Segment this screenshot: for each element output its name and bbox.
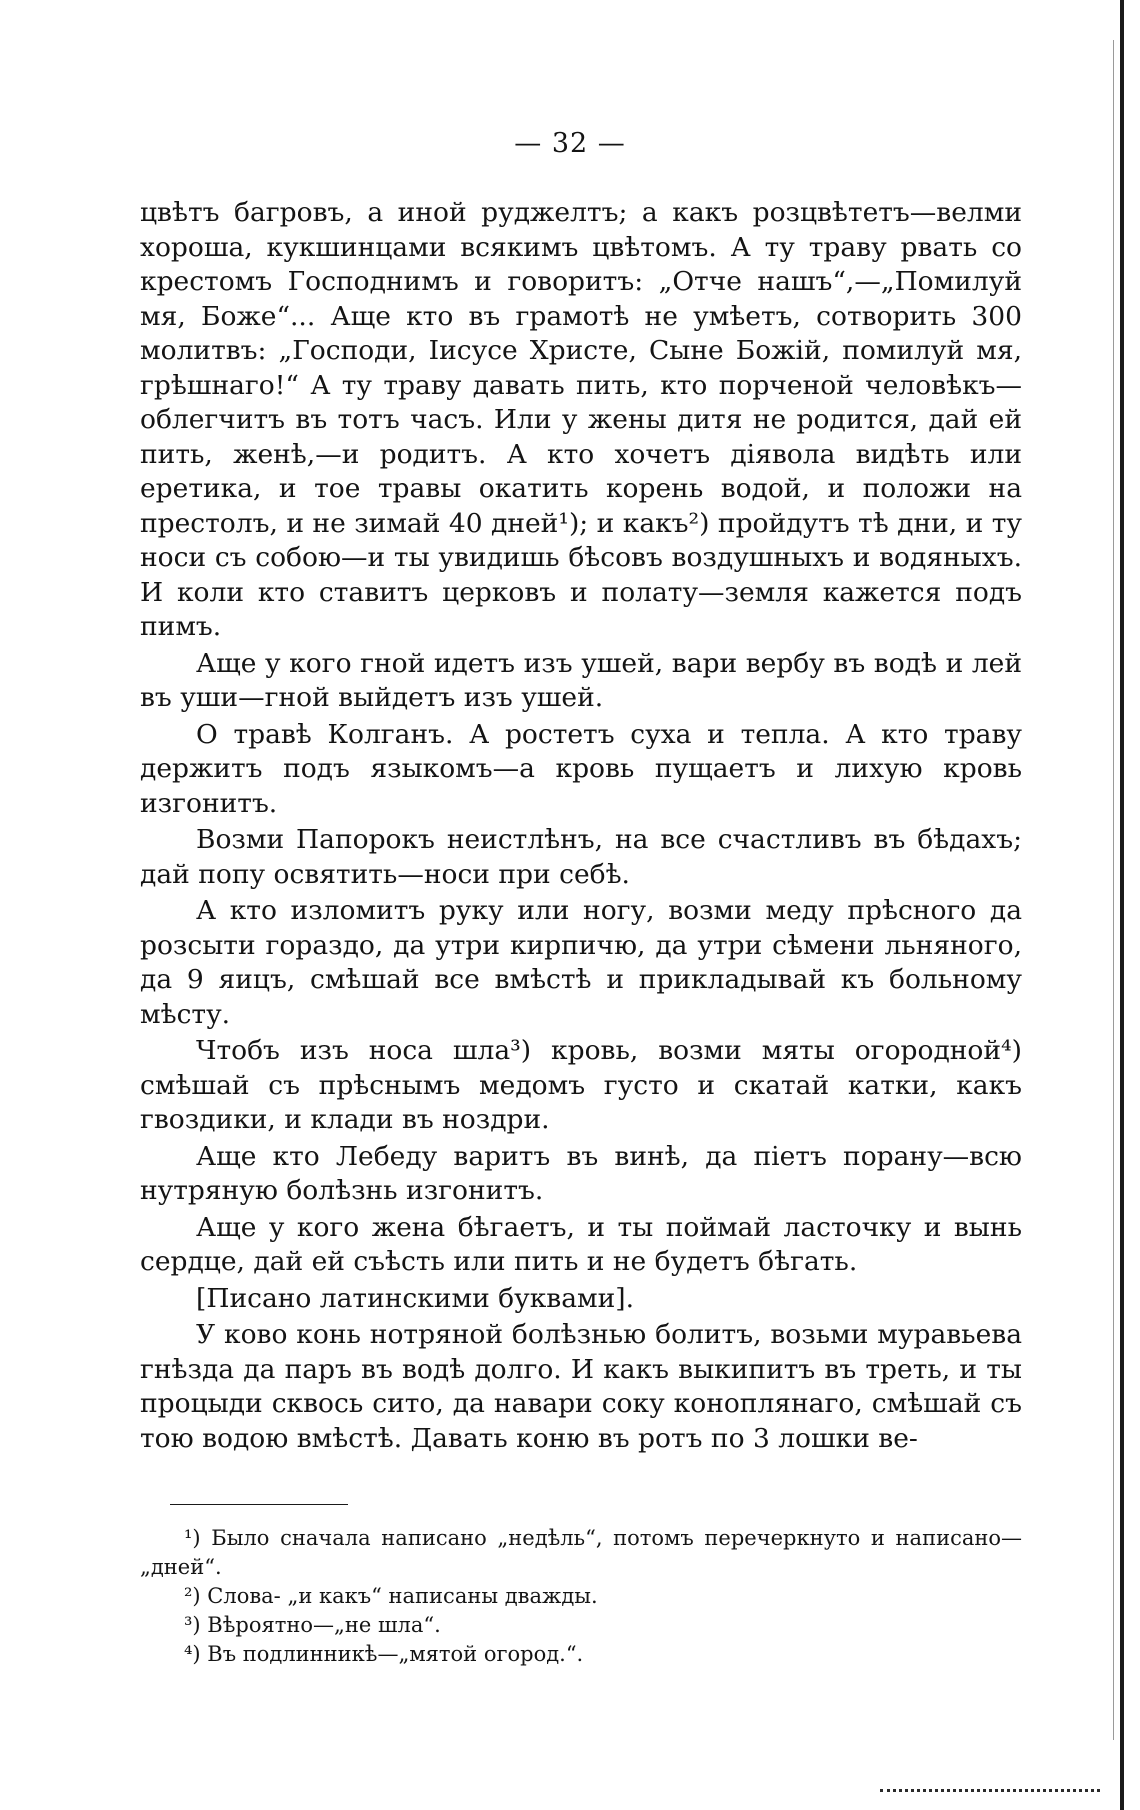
paragraph: Аще у кого жена бѣгаетъ, и ты поймай ласточку и вынь сердце, дай ей съѣсть или пить и не будетъ бѣгать. <box>140 1211 1022 1277</box>
page-number: — 32 — <box>514 128 626 159</box>
paragraph: У ково конь нотряной болѣзнью болитъ, возьми муравьева гнѣзда да паръ въ водѣ долго. И какъ выкипитъ въ треть, и ты процыди сквось сито, да навари соку коноплянаго, смѣшай съ тою водою вмѣстѣ. Давать коню въ ротъ по 3 лошки ве- <box>140 1319 1022 1454</box>
page-edge-border <box>1120 0 1124 1810</box>
paragraph: Аще у кого гной идетъ изъ ушей, вари вербу въ водѣ и лей въ уши—гной выйдетъ изъ ушей. <box>140 647 1022 713</box>
paragraph: Чтобъ изъ носа шла³) кровь, возми мяты огородной⁴) смѣшай съ прѣснымъ медомъ густо и скатай катки, какъ гвоздики, и клади въ ноздри. <box>140 1035 1022 1135</box>
footnote: ³) Вѣроятно—„не шла“. <box>184 1613 441 1637</box>
paragraph: Аще кто Лебеду варитъ въ винѣ, да піетъ порану—всю нутряную болѣзнь изгонитъ. <box>140 1140 1022 1206</box>
footnote: ¹) Было сначала написано „недѣль“, потомъ перечеркнуто и написано— „дней“. <box>140 1526 1022 1579</box>
footnotes <box>140 1524 1022 1669</box>
paragraph: цвѣтъ багровъ, а иной руджелтъ; а какъ розцвѣтетъ—велми хороша, кукшинцами всякимъ цвѣтомъ. А ту траву рвать со крестомъ Господнимъ и говоритъ: „Отче нашъ“,—„Помилуй мя, Боже“... Аще кто въ грамотѣ не умѣетъ, сотворить 300 молитвъ: „Господи, Іисусе Христе, Сыне Божій, помилуй мя, грѣшнаго!“ А ту траву давать пить, кто порченой человѣкъ— облегчитъ въ тотъ часъ. Или у жены дитя не родится, дай ей пить, женѣ,—и родитъ. А кто хочетъ діявола видѣть или еретика, и тое травы окатить корень водой, и положи на престолъ, и не зимай 40 дней¹); и какъ²) пройдутъ тѣ дни, и ту носи съ собою—и ты увидишь бѣсовъ воздушныхъ и водяныхъ. И коли кто ставитъ церковъ и полату—земля кажется подъ пимъ. <box>140 197 1022 642</box>
paragraph: А кто изломитъ руку или ногу, возми меду прѣсного да розсыти гораздо, да утри кирпичю, да утри сѣмени льняного, да 9 яицъ, смѣшай все вмѣстѣ и прикладывай къ больному мѣсту. <box>140 895 1022 1030</box>
page-edge-shadow <box>1113 40 1114 1740</box>
paragraph: О травѣ Колганъ. А ростетъ суха и тепла. А кто траву держитъ подъ языкомъ—а кровь пущаетъ и лихую кровь изгонитъ. <box>140 718 1022 819</box>
paragraph: Возми Папорокъ неистлѣнъ, на все счастливъ въ бѣдахъ; дай попу освятить—носи при себѣ. <box>140 824 1022 890</box>
main-text <box>140 196 1022 1456</box>
paragraph: [Писано латинскими буквами]. <box>196 1282 635 1314</box>
footnote: ²) Слова- „и какъ“ написаны дважды. <box>184 1584 598 1608</box>
scan-artifact-mark <box>880 1783 1100 1792</box>
footnote: ⁴) Въ подлинникѣ—„мятой огород.“. <box>184 1642 584 1666</box>
footnote-separator <box>170 1504 348 1505</box>
